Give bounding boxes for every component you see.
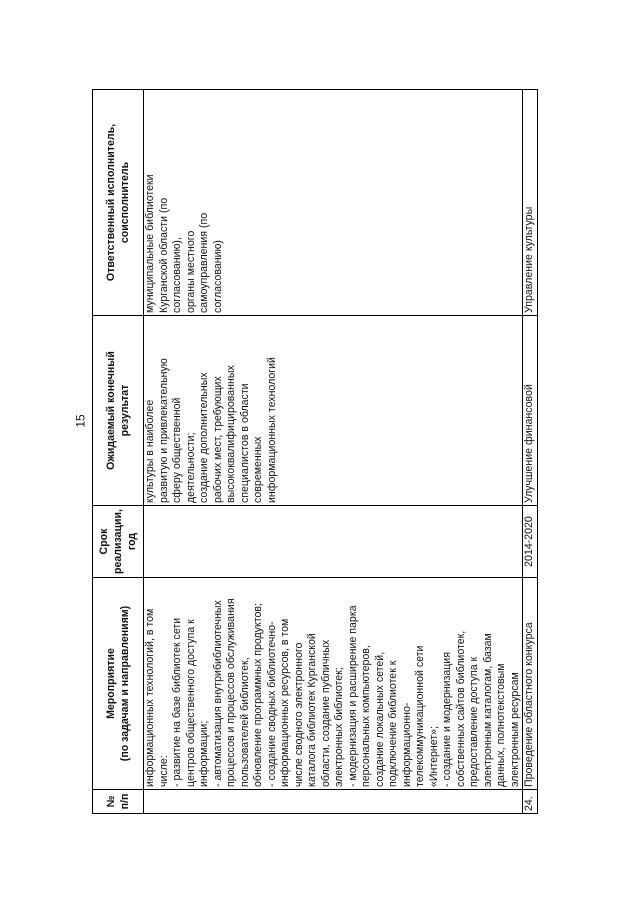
table-row xyxy=(523,90,538,814)
cell-result: Улучшение финансовой xyxy=(523,316,538,506)
cell-result: культуры в наиболее развитую и привлекательную сферу общественной деятельности; создание дополнительных рабочих мест, требующих высококвалифицированных специалистов в области современных информационных технологий xyxy=(144,316,523,506)
header-executor: Ответственный исполнитель, соисполнитель xyxy=(93,90,144,316)
table-row xyxy=(144,90,523,814)
header-period: Срок реализации, год xyxy=(93,506,144,578)
cell-executor: муниципальные библиотеки Курганской области (по согласованию), органы местного самоуправления (по согласованию) xyxy=(144,90,523,316)
rotated-table-container xyxy=(92,90,580,814)
header-event: Мероприятие (по задачам и направлениям) xyxy=(93,578,144,790)
cell-period: 2014-2020 xyxy=(523,506,538,578)
cell-num xyxy=(144,790,523,814)
header-result: Ожидаемый конечный результат xyxy=(93,316,144,506)
cell-event: информационных технологий, в том числе: - развитие на базе библиотек сети центров общественного доступа к информации; - автоматизация внутрибиблиотечных процессов и процессов обслуживания пользователей библиотек, обновление программных продуктов; - создание сводных библиотечно- информационных ресурсов, в том числе сводного электронного каталога библиотек Курганской области, создание публичных электронных библиотек; - модернизация и расширение парка персональных компьютеров, создание локальных сетей, подключение библиотек к информационно- телекоммуникационной сети «Интернет»; - создание и модернизация собственных сайтов библиотек, предоставление доступа к электронным каталогам, базам данных, полнотекстовым электронным ресурсам xyxy=(144,578,523,790)
table-header-row xyxy=(93,90,144,814)
cell-executor: Управление культуры xyxy=(523,90,538,316)
page-number: 15 xyxy=(73,414,88,428)
header-num: № п/п xyxy=(93,790,144,814)
cell-period xyxy=(144,506,523,578)
cell-event: Проведение областного конкурса xyxy=(523,578,538,790)
cell-num: 24. xyxy=(523,790,538,814)
events-table xyxy=(92,89,538,814)
